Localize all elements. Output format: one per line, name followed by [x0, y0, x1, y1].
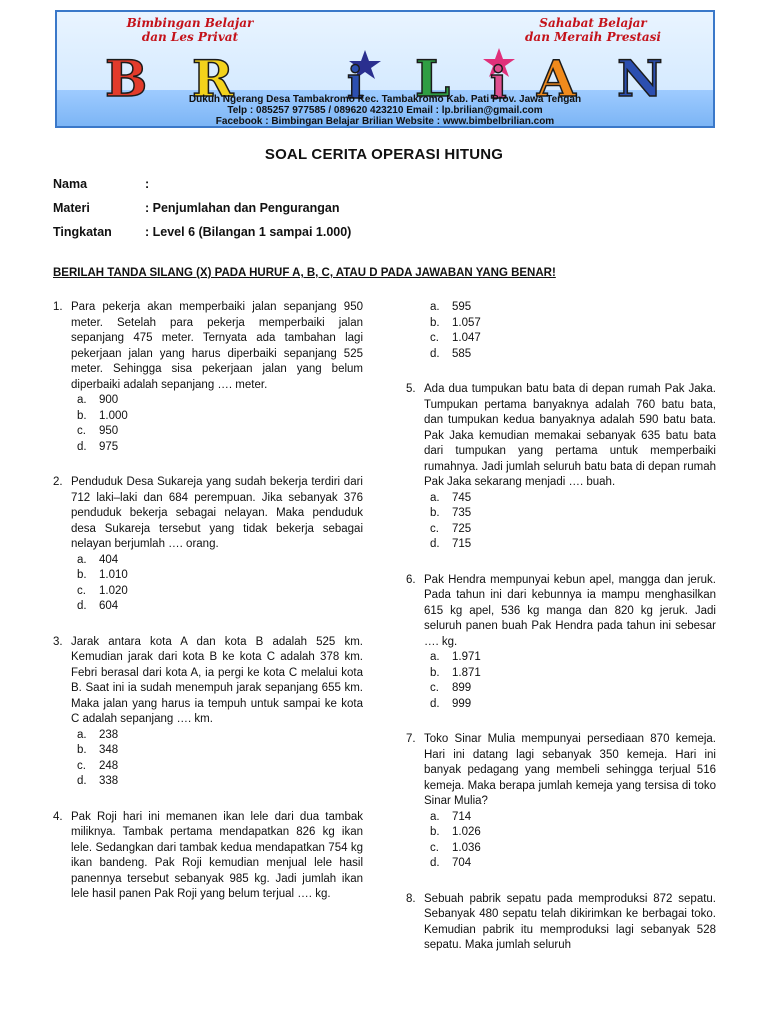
question-6 [406, 573, 716, 713]
option-a[interactable] [430, 650, 716, 666]
option-b[interactable] [77, 409, 363, 425]
option-value: 975 [99, 440, 119, 453]
option-value: 404 [99, 553, 119, 566]
question-7 [406, 732, 716, 872]
svg-text:B: B [105, 49, 148, 100]
instruction-text: BERILAH TANDA SILANG (X) PADA HURUF A, B, C, ATAU D PADA JAWABAN YANG BENAR! [53, 267, 556, 279]
option-letter: c. [430, 522, 439, 535]
svg-text:N: N [617, 49, 663, 100]
option-value: 585 [452, 347, 472, 360]
option-d[interactable] [430, 537, 716, 553]
question-4 [53, 810, 363, 903]
option-c[interactable] [77, 424, 363, 440]
question-text: Toko Sinar Mulia mempunyai persediaan 870 kemeja. Hari ini datang lagi sebanyak 350 kemeja. Hari ini banyak pedagang yang membeli sehingga terjual 516 kemeja. Maka berapa jumlah kemeja yang tersisa di toko Sinar Mulia? [424, 733, 716, 807]
option-value: 248 [99, 759, 119, 772]
option-a[interactable] [77, 553, 363, 569]
question-number: 3. [53, 635, 63, 648]
option-letter: c. [77, 759, 86, 772]
question-text: Ada dua tumpukan batu bata di depan rumah Pak Jaka. Tumpukan pertama banyaknya adalah 760 batu bata, dan tumpukan kedua banyaknya adalah 590 batu bata. Pak Jaka kemudian memakai sebanyak 635 batu bata dari tumpukan yang pertama untuk memperbaiki rumahnya. Jadi jumlah seluruh batu bata di depan rumah Pak Jaka sekarang menjadi …. buah. [424, 383, 716, 488]
option-letter: d. [77, 600, 87, 612]
option-value: 1.010 [99, 569, 128, 581]
materi-label: Materi [53, 201, 90, 215]
option-value: 1.047 [452, 332, 481, 344]
option-d[interactable] [430, 347, 716, 363]
option-value: 348 [99, 744, 119, 756]
option-value: 595 [452, 301, 472, 313]
option-letter: c. [430, 841, 439, 854]
question-text: Penduduk Desa Sukareja yang sudah bekerja terdiri dari 712 laki–laki dan 684 perempuan. Jika sebanyak 376 penduduk bekerja sebagai nelayan. Maka penduduk desa Sukareja tersebut yang tidak bekerja sebagai nelayan berjumlah …. orang. [71, 476, 363, 550]
nama-value: : [145, 177, 150, 191]
option-letter: c. [77, 584, 86, 597]
option-b[interactable] [430, 666, 716, 682]
option-b[interactable] [430, 825, 716, 841]
option-letter: b. [77, 409, 87, 422]
option-a[interactable] [430, 810, 716, 826]
option-letter: c. [77, 425, 86, 437]
option-letter: d. [77, 775, 87, 787]
option-letter: c. [430, 682, 439, 694]
option-letter: d. [77, 440, 87, 453]
option-letter: a. [430, 491, 440, 504]
option-value: 999 [452, 697, 472, 710]
tingkatan-label: Tingkatan [53, 225, 112, 239]
brilian-logo-art [97, 48, 677, 100]
option-value: 1.026 [452, 826, 481, 838]
tagline-right-line2: dan Meraih Prestasi [525, 30, 661, 44]
tingkatan-value: : Level 6 (Bilangan 1 sampai 1.000) [145, 225, 352, 239]
option-value: 1.971 [452, 651, 481, 663]
option-value: 735 [452, 507, 472, 519]
question-text: Para pekerja akan memperbaiki jalan sepanjang 950 meter. Setelah para pekerja memperbaiki jalan sepanjang 475 meter. Ternyata ada tambahan lagi pekerjaan jalan yang harus diperbaiki sepanjang 525 meter. Sehingga sisa pekerjaan jalan yang belum diperbaiki adalah sepanjang …. meter. [71, 301, 363, 391]
left-column [53, 300, 363, 923]
question-number: 1. [53, 301, 63, 313]
option-value: 338 [99, 775, 119, 787]
option-letter: b. [430, 316, 440, 329]
svg-text:i: i [347, 58, 364, 100]
option-a[interactable] [77, 728, 363, 744]
option-value: 725 [452, 522, 472, 535]
option-value: 1.057 [452, 316, 481, 329]
option-value: 950 [99, 425, 119, 437]
question-3 [53, 635, 363, 790]
option-value: 704 [452, 857, 472, 869]
option-letter: d. [430, 857, 440, 869]
tagline-left-line1: Bimbingan Belajar [126, 16, 254, 30]
option-letter: d. [430, 697, 440, 710]
tagline-right-line1: Sahabat Belajar [539, 16, 647, 30]
option-b[interactable] [77, 568, 363, 584]
svg-text:R: R [192, 49, 234, 100]
option-value: 238 [99, 728, 119, 741]
option-b[interactable] [430, 316, 716, 332]
option-c[interactable] [430, 681, 716, 697]
option-letter: b. [430, 826, 440, 838]
tagline-left-line2: dan Les Privat [141, 30, 239, 44]
option-value: 1.036 [452, 841, 481, 854]
question-text: Sebuah pabrik sepatu pada memproduksi 872 sepatu. Sebanyak 480 sepatu telah dikirimkan ke berbagai toko. Kemudian pabrik itu memproduksi lagi sebanyak 528 sepatu. Maka jumlah seluruh [424, 892, 716, 951]
option-letter: c. [430, 332, 439, 344]
option-letter: a. [77, 728, 87, 741]
question-5 [406, 382, 716, 553]
question-text: Jarak antara kota A dan kota B adalah 525 km. Kemudian jarak dari kota B ke kota C adalah 378 km. Febri berasal dari kota A, ia pergi ke kota C melalui kota B. Saat ini ia sudah menempuh jarak sepanjang 655 km. Maka jalan yang harus ia tempuh untuk sampai ke kota C adalah sepanjang …. km. [71, 635, 363, 725]
option-letter: a. [430, 651, 440, 663]
options-list [77, 728, 363, 790]
option-letter: a. [430, 810, 440, 823]
svg-text:i: i [490, 58, 507, 100]
banner-tagline-right [513, 16, 673, 44]
svg-text:A: A [537, 49, 576, 100]
document-title: SOAL CERITA OPERASI HITUNG [264, 146, 504, 163]
option-value: 900 [99, 394, 119, 406]
banner-social: Facebook : Bimbingan Belajar Brilian Website : www.bimbelbrilian.com [215, 116, 555, 127]
options-list [430, 491, 716, 553]
option-value: 745 [452, 491, 472, 504]
option-letter: d. [430, 538, 440, 550]
question-number: 6. [406, 573, 416, 586]
options-list [430, 810, 716, 872]
materi-value: : Penjumlahan dan Pengurangan [145, 201, 340, 215]
question-2 [53, 475, 363, 615]
option-c[interactable] [430, 841, 716, 857]
option-d[interactable] [430, 856, 716, 872]
banner-tagline-left [115, 16, 265, 44]
svg-text:L: L [415, 49, 451, 100]
question-number: 4. [53, 810, 63, 823]
option-a[interactable] [77, 393, 363, 409]
option-b[interactable] [430, 506, 716, 522]
option-d[interactable] [77, 774, 363, 790]
option-letter: b. [77, 744, 87, 756]
banner-address: Dukuh Ngerang Desa Tambakromo Kec. Tambakromo Kab. Pati Prov. Jawa Tengah [188, 94, 582, 105]
question-4-options [430, 300, 716, 362]
option-c[interactable] [77, 759, 363, 775]
option-value: 714 [452, 810, 472, 823]
option-b[interactable] [77, 743, 363, 759]
nama-label: Nama [53, 177, 88, 191]
options-list [430, 650, 716, 712]
options-list [77, 553, 363, 615]
header-banner [55, 10, 715, 128]
option-a[interactable] [430, 491, 716, 507]
question-number: 5. [406, 383, 416, 395]
option-value: 899 [452, 682, 472, 694]
option-d[interactable] [77, 440, 363, 456]
option-value: 1.000 [99, 409, 128, 422]
banner-contact: Telp : 085257 977585 / 089620 423210 Email : lp.brilian@gmail.com [227, 105, 543, 116]
question-number: 2. [53, 476, 63, 488]
option-c[interactable] [430, 331, 716, 347]
question-text: Pak Roji hari ini memanen ikan lele dari dua tambak miliknya. Tambak pertama mendapatkan 826 kg ikan lele. Sedangkan dari tambak kedua mendapatkan 754 kg ikan bandeng. Pak Roji kemudian menjual lele hasil panennya tersebut sebanyak 985 kg. Jadi jumlah ikan lele hasil panen Pak Roji yang belum terjual …. kg. [71, 810, 363, 900]
option-letter: a. [77, 394, 87, 406]
option-d[interactable] [430, 697, 716, 713]
option-letter: a. [430, 301, 440, 313]
option-letter: b. [430, 507, 440, 519]
option-letter: b. [77, 569, 87, 581]
brilian-logo [97, 48, 677, 100]
question-8 [406, 892, 716, 954]
right-column [406, 300, 716, 974]
option-c[interactable] [430, 522, 716, 538]
option-letter: b. [430, 666, 440, 679]
option-value: 715 [452, 538, 472, 550]
question-number: 7. [406, 733, 416, 745]
option-letter: d. [430, 347, 440, 360]
question-1 [53, 300, 363, 455]
option-value: 1.871 [452, 666, 481, 679]
option-value: 1.020 [99, 584, 128, 597]
option-c[interactable] [77, 584, 363, 600]
option-a[interactable] [430, 300, 716, 316]
option-value: 604 [99, 600, 119, 612]
option-letter: a. [77, 553, 87, 566]
option-d[interactable] [77, 599, 363, 615]
question-text: Pak Hendra mempunyai kebun apel, mangga dan jeruk. Pada tahun ini dari kebunnya ia mampu menghasilkan 615 kg apel, 536 kg manga dan 820 kg jeruk. Jadi seluruh panen buah Pak Hendra pada tahun ini sebesar …. kg. [424, 573, 716, 648]
options-list [77, 393, 363, 455]
question-number: 8. [406, 892, 416, 905]
